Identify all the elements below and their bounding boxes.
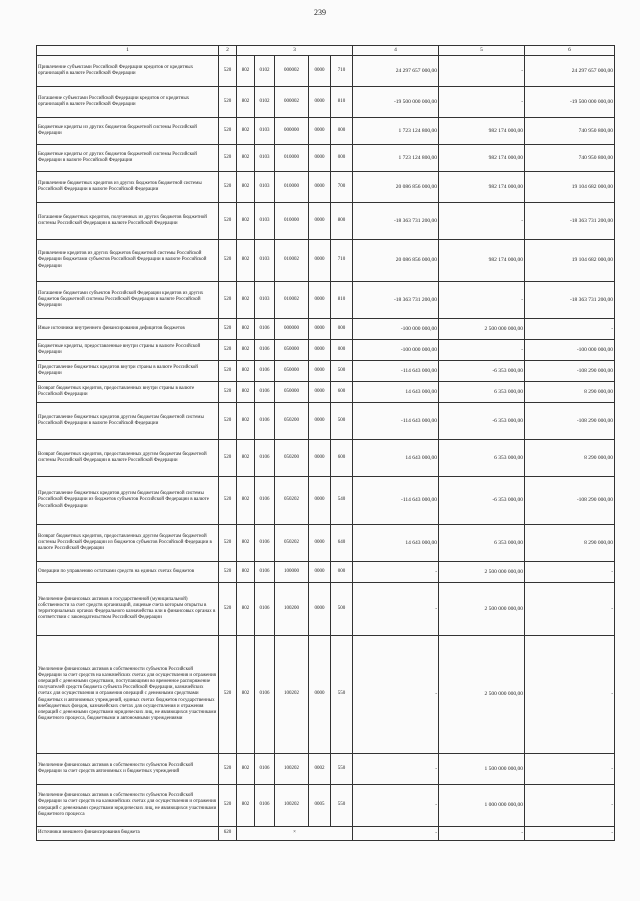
approved-amount: 14 643 000,00 xyxy=(353,382,439,403)
admin-code: 620 xyxy=(219,827,237,841)
executed-amount: - xyxy=(439,827,525,841)
unexecuted-amount: -18 363 731 200,00 xyxy=(525,203,615,240)
chapter-code: 802 xyxy=(237,562,255,583)
executed-amount: - xyxy=(439,56,525,87)
approved-amount: - xyxy=(353,562,439,583)
approved-amount: -18 363 731 200,00 xyxy=(353,282,439,319)
table-row xyxy=(37,340,615,361)
executed-amount: 2 500 000 000,00 xyxy=(439,319,525,340)
approved-amount: -100 000 000,00 xyxy=(353,319,439,340)
subtype-code: 0000 xyxy=(309,240,331,282)
column-header: 1 xyxy=(37,46,219,56)
row-name: Бюджетные кредиты от других бюджетов бюджетной системы Российской Федерации в валюте Российской Федерации xyxy=(37,145,219,172)
kosgu-code: 550 xyxy=(331,785,353,827)
row-name: Погашение бюджетных кредитов, полученных из других бюджетов бюджетной системы Российской Федерации в валюте Российской Федерации xyxy=(37,203,219,240)
executed-amount: - xyxy=(439,340,525,361)
kosgu-code: 700 xyxy=(331,172,353,203)
executed-amount: 6 353 000,00 xyxy=(439,440,525,477)
article-code: 050000 xyxy=(275,340,309,361)
chapter-code: 802 xyxy=(237,87,255,118)
article-code: 010002 xyxy=(275,240,309,282)
kosgu-code: 500 xyxy=(331,583,353,636)
admin-code: 520 xyxy=(219,477,237,525)
column-header: 2 xyxy=(219,46,237,56)
article-code: 100202 xyxy=(275,754,309,785)
subtype-code: 0000 xyxy=(309,636,331,754)
subtype-code: 0000 xyxy=(309,56,331,87)
table-row xyxy=(37,562,615,583)
table-row xyxy=(37,636,615,754)
table-row xyxy=(37,282,615,319)
kosgu-code: 600 xyxy=(331,382,353,403)
article-code: 000002 xyxy=(275,87,309,118)
row-name: Операции по управлению остатками средств на единых счетах бюджетов xyxy=(37,562,219,583)
unexecuted-amount: -19 500 000 000,00 xyxy=(525,87,615,118)
unexecuted-amount: -108 290 000,00 xyxy=(525,477,615,525)
executed-amount: - xyxy=(439,87,525,118)
chapter-code: 802 xyxy=(237,56,255,87)
unexecuted-amount: -108 290 000,00 xyxy=(525,403,615,440)
executed-amount: -6 353 000,00 xyxy=(439,477,525,525)
subtype-code: 0000 xyxy=(309,361,331,382)
row-name: Привлечение бюджетных кредитов из других бюджетов бюджетной системы Российской Федерации в валюте Российской Федерации xyxy=(37,172,219,203)
kosgu-code: 810 xyxy=(331,87,353,118)
subtype-code: 0000 xyxy=(309,87,331,118)
unexecuted-amount: - xyxy=(525,636,615,754)
row-name: Возврат бюджетных кредитов, предоставленных другим бюджетам бюджетной системы Российской Федерации в валюте Российской Федерации xyxy=(37,440,219,477)
admin-code: 520 xyxy=(219,56,237,87)
executed-amount: -6 353 000,00 xyxy=(439,403,525,440)
table-row xyxy=(37,785,615,827)
article-code: 010002 xyxy=(275,282,309,319)
row-name: Иные источники внутреннего финансирования дефицитов бюджетов xyxy=(37,319,219,340)
subtype-code: 0000 xyxy=(309,118,331,145)
group-code: 0102 xyxy=(255,87,275,118)
kosgu-code: 540 xyxy=(331,477,353,525)
subtype-code: 0000 xyxy=(309,382,331,403)
row-name: Увеличение финансовых активов в собственности субъектов Российской Федерации за счет средств автономных и бюджетных учреждений xyxy=(37,754,219,785)
admin-code: 520 xyxy=(219,583,237,636)
approved-amount: 24 297 657 000,00 xyxy=(353,56,439,87)
approved-amount: - xyxy=(353,583,439,636)
group-code: 0103 xyxy=(255,282,275,319)
chapter-code: 802 xyxy=(237,477,255,525)
budget-sources-table xyxy=(36,45,615,841)
subtype-code: 0005 xyxy=(309,785,331,827)
admin-code: 520 xyxy=(219,636,237,754)
admin-code: 520 xyxy=(219,562,237,583)
row-name: Предоставление бюджетных кредитов внутри страны в валюте Российской Федерации xyxy=(37,361,219,382)
article-code: 050202 xyxy=(275,477,309,525)
group-code: 0106 xyxy=(255,403,275,440)
group-code: 0106 xyxy=(255,361,275,382)
subtype-code: 0000 xyxy=(309,282,331,319)
unexecuted-amount: 24 297 657 000,00 xyxy=(525,56,615,87)
chapter-code: 802 xyxy=(237,403,255,440)
row-name: Увеличение финансовых активов в собственности субъектов Российской Федерации за счет средств на казначейских счетах для осуществления и отражения операций с денежными средствами юридических лиц, не являющихся участниками бюджетного процесса xyxy=(37,785,219,827)
chapter-code: 802 xyxy=(237,145,255,172)
kosgu-code: 710 xyxy=(331,56,353,87)
subtype-code: 0000 xyxy=(309,583,331,636)
admin-code: 520 xyxy=(219,145,237,172)
chapter-code: 802 xyxy=(237,172,255,203)
admin-code: 520 xyxy=(219,754,237,785)
subtype-code: 0000 xyxy=(309,403,331,440)
table-row xyxy=(37,361,615,382)
unexecuted-amount: 8 290 000,00 xyxy=(525,525,615,562)
kosgu-code: 000 xyxy=(331,340,353,361)
table-row xyxy=(37,754,615,785)
chapter-code: 802 xyxy=(237,319,255,340)
row-name: Погашение субъектами Российской Федерации кредитов от кредитных организаций в валюте Российской Федерации xyxy=(37,87,219,118)
unexecuted-amount: 8 290 000,00 xyxy=(525,440,615,477)
unexecuted-amount: -108 290 000,00 xyxy=(525,361,615,382)
executed-amount: 982 174 000,00 xyxy=(439,172,525,203)
chapter-code: 802 xyxy=(237,440,255,477)
article-code: 050202 xyxy=(275,525,309,562)
article-code: 100202 xyxy=(275,785,309,827)
chapter-code: 802 xyxy=(237,203,255,240)
row-name: Погашение бюджетами субъектов Российской Федерации кредитов из других бюджетов бюджетной системы Российской Федерации в валюте Российской Федерации xyxy=(37,282,219,319)
table-row xyxy=(37,440,615,477)
approved-amount: 14 643 000,00 xyxy=(353,525,439,562)
chapter-code: 802 xyxy=(237,340,255,361)
group-code: 0103 xyxy=(255,118,275,145)
row-name: Бюджетные кредиты, предоставленные внутри страны в валюте Российской Федерации xyxy=(37,340,219,361)
admin-code: 520 xyxy=(219,240,237,282)
group-code: 0106 xyxy=(255,583,275,636)
table-row xyxy=(37,382,615,403)
row-name: Привлечение кредитов из других бюджетов бюджетной системы Российской Федерации бюджетами субъектов Российской Федерации в валюте Российской Федерации xyxy=(37,240,219,282)
unexecuted-amount: -18 363 731 200,00 xyxy=(525,282,615,319)
kosgu-code: 000 xyxy=(331,145,353,172)
group-code: 0106 xyxy=(255,754,275,785)
approved-amount: - xyxy=(353,754,439,785)
group-code: 0106 xyxy=(255,562,275,583)
article-code: 050000 xyxy=(275,382,309,403)
unexecuted-amount: 740 950 800,00 xyxy=(525,118,615,145)
article-code: 050200 xyxy=(275,403,309,440)
executed-amount: 982 174 000,00 xyxy=(439,240,525,282)
admin-code: 520 xyxy=(219,340,237,361)
admin-code: 520 xyxy=(219,87,237,118)
table-row xyxy=(37,319,615,340)
article-code: 000002 xyxy=(275,56,309,87)
group-code: 0103 xyxy=(255,203,275,240)
kosgu-code: 710 xyxy=(331,240,353,282)
group-code: 0106 xyxy=(255,340,275,361)
executed-amount: -6 353 000,00 xyxy=(439,361,525,382)
executed-amount: 6 353 000,00 xyxy=(439,382,525,403)
executed-amount: 982 174 000,00 xyxy=(439,118,525,145)
article-code: 050200 xyxy=(275,440,309,477)
unexecuted-amount: - xyxy=(525,785,615,827)
chapter-code: 802 xyxy=(237,240,255,282)
table-row xyxy=(37,477,615,525)
row-name: Увеличение финансовых активов в государственной (муниципальной) собственности за счет средств организаций, лицевые счета которым открыты в территориальных органах Федерального казначейства или в финансовых органах в соответствии с законодательством Российской Федерации xyxy=(37,583,219,636)
column-number-row xyxy=(37,46,615,56)
group-code: 0106 xyxy=(255,477,275,525)
group-code: 0106 xyxy=(255,636,275,754)
group-code: 0106 xyxy=(255,440,275,477)
subtype-code: 0000 xyxy=(309,440,331,477)
approved-amount: 20 086 856 000,00 xyxy=(353,172,439,203)
table-row xyxy=(37,240,615,282)
article-code: 000000 xyxy=(275,319,309,340)
subtype-code: 0000 xyxy=(309,145,331,172)
article-code: 010000 xyxy=(275,203,309,240)
admin-code: 520 xyxy=(219,525,237,562)
approved-amount: - xyxy=(353,827,439,841)
article-code: 010000 xyxy=(275,172,309,203)
row-name: Предоставление бюджетных кредитов другим бюджетам бюджетной системы Российской Федерации из бюджетов субъектов Российской Федерации в валюте Российской Федерации xyxy=(37,477,219,525)
group-code: 0106 xyxy=(255,525,275,562)
article-code: 000000 xyxy=(275,118,309,145)
group-code: 0106 xyxy=(255,319,275,340)
admin-code: 520 xyxy=(219,403,237,440)
admin-code: 520 xyxy=(219,382,237,403)
kosgu-code: 550 xyxy=(331,754,353,785)
table-row xyxy=(37,145,615,172)
approved-amount: -114 643 000,00 xyxy=(353,477,439,525)
column-header: 6 xyxy=(525,46,615,56)
subtype-code: 0000 xyxy=(309,172,331,203)
subtype-code: 0000 xyxy=(309,477,331,525)
executed-amount: 6 353 000,00 xyxy=(439,525,525,562)
subtype-code: 0000 xyxy=(309,319,331,340)
executed-amount: - xyxy=(439,203,525,240)
executed-amount: 2 500 000 000,00 xyxy=(439,636,525,754)
approved-amount: 20 086 856 000,00 xyxy=(353,240,439,282)
article-code: 100202 xyxy=(275,636,309,754)
subtype-code: 0000 xyxy=(309,525,331,562)
admin-code: 520 xyxy=(219,282,237,319)
row-name: Предоставление бюджетных кредитов другим бюджетам бюджетной системы Российской Федерации в валюте Российской Федерации xyxy=(37,403,219,440)
kosgu-code: 600 xyxy=(331,440,353,477)
table-row xyxy=(37,403,615,440)
group-code: 0102 xyxy=(255,56,275,87)
kosgu-code: 550 xyxy=(331,636,353,754)
chapter-code: 802 xyxy=(237,754,255,785)
approved-amount: -19 500 000 000,00 xyxy=(353,87,439,118)
column-header: 3 xyxy=(237,46,353,56)
unexecuted-amount: - xyxy=(525,827,615,841)
table-row xyxy=(37,583,615,636)
group-code: 0103 xyxy=(255,172,275,203)
executed-amount: 2 500 000 000,00 xyxy=(439,562,525,583)
unexecuted-amount: - xyxy=(525,562,615,583)
chapter-code: 802 xyxy=(237,583,255,636)
article-code: 100000 xyxy=(275,562,309,583)
page-number: 239 xyxy=(314,8,326,17)
row-name: Привлечение субъектами Российской Федерации кредитов от кредитных организаций в валюте Российской Федерации xyxy=(37,56,219,87)
article-code: 100200 xyxy=(275,583,309,636)
approved-amount: - xyxy=(353,785,439,827)
kosgu-code: 800 xyxy=(331,203,353,240)
unexecuted-amount: 19 104 682 000,00 xyxy=(525,240,615,282)
subtype-code: 0000 xyxy=(309,203,331,240)
executed-amount: 1 500 000 000,00 xyxy=(439,754,525,785)
kosgu-code: 810 xyxy=(331,282,353,319)
unexecuted-amount: - xyxy=(525,754,615,785)
approved-amount: 1 723 124 800,00 xyxy=(353,145,439,172)
article-code: 050000 xyxy=(275,361,309,382)
executed-amount: - xyxy=(439,282,525,319)
kosgu-code: 500 xyxy=(331,361,353,382)
chapter-code: 802 xyxy=(237,282,255,319)
unexecuted-amount: - xyxy=(525,319,615,340)
unexecuted-amount: - xyxy=(525,583,615,636)
unexecuted-amount: -100 000 000,00 xyxy=(525,340,615,361)
executed-amount: 982 174 000,00 xyxy=(439,145,525,172)
group-code: 0106 xyxy=(255,785,275,827)
admin-code: 520 xyxy=(219,785,237,827)
group-code: 0103 xyxy=(255,145,275,172)
chapter-code: 802 xyxy=(237,525,255,562)
kosgu-code: 000 xyxy=(331,118,353,145)
row-name: Возврат бюджетных кредитов, предоставленных другим бюджетам бюджетной системы Российской Федерации из бюджетов субъектов Российской Федерации в валюте Российской Федерации xyxy=(37,525,219,562)
chapter-code: 802 xyxy=(237,785,255,827)
group-code: 0106 xyxy=(255,382,275,403)
article-code: 010000 xyxy=(275,145,309,172)
subtype-code: 0000 xyxy=(309,562,331,583)
row-name: Возврат бюджетных кредитов, предоставленных внутри страны в валюте Российской Федерации xyxy=(37,382,219,403)
unexecuted-amount: 8 290 000,00 xyxy=(525,382,615,403)
approved-amount: 1 723 124 800,00 xyxy=(353,118,439,145)
approved-amount: -114 643 000,00 xyxy=(353,361,439,382)
chapter-code: 802 xyxy=(237,361,255,382)
column-header: 4 xyxy=(353,46,439,56)
kosgu-code: 000 xyxy=(331,319,353,340)
unexecuted-amount: 19 104 682 000,00 xyxy=(525,172,615,203)
subtype-code: 0000 xyxy=(309,340,331,361)
column-header: 5 xyxy=(439,46,525,56)
approved-amount: -18 363 731 200,00 xyxy=(353,203,439,240)
table-row xyxy=(37,56,615,87)
kosgu-code: 500 xyxy=(331,403,353,440)
admin-code: 520 xyxy=(219,118,237,145)
table-row xyxy=(37,525,615,562)
executed-amount: 2 500 000 000,00 xyxy=(439,583,525,636)
row-name: Источники внешнего финансирования бюджета xyxy=(37,827,219,841)
row-name: Бюджетные кредиты из других бюджетов бюджетной системы Российской Федерации xyxy=(37,118,219,145)
code-cross: × xyxy=(237,827,353,841)
approved-amount: 14 643 000,00 xyxy=(353,440,439,477)
table-row xyxy=(37,118,615,145)
executed-amount: 1 000 000 000,00 xyxy=(439,785,525,827)
row-name: Увеличение финансовых активов в собственности субъектов Российской Федерации за счет средств на казначейских счетах для осуществления и отражения операций с денежными средствами, поступающими во временное распоряжение получателей средств бюджета субъекта Российской Федерации, казначейских счетах для осуществления и отражения операций с денежными средствами бюджетных и автономных учреждений, единых счетах бюджетов государственных внебюджетных фондов, казначейских счетах для осуществления и отражения операций с денежными средствами юридических лиц, не являющихся участниками бюджетного процесса, бюджетными и автономными учреждениями xyxy=(37,636,219,754)
admin-code: 520 xyxy=(219,203,237,240)
table-row xyxy=(37,203,615,240)
table-row xyxy=(37,87,615,118)
table-row xyxy=(37,172,615,203)
kosgu-code: 000 xyxy=(331,562,353,583)
approved-amount: - xyxy=(353,636,439,754)
unexecuted-amount: 740 950 800,00 xyxy=(525,145,615,172)
kosgu-code: 640 xyxy=(331,525,353,562)
chapter-code: 802 xyxy=(237,636,255,754)
group-code: 0103 xyxy=(255,240,275,282)
admin-code: 520 xyxy=(219,172,237,203)
subtype-code: 0002 xyxy=(309,754,331,785)
approved-amount: -114 643 000,00 xyxy=(353,403,439,440)
admin-code: 520 xyxy=(219,319,237,340)
approved-amount: -100 000 000,00 xyxy=(353,340,439,361)
admin-code: 520 xyxy=(219,361,237,382)
chapter-code: 802 xyxy=(237,118,255,145)
table-row-total xyxy=(37,827,615,841)
chapter-code: 802 xyxy=(237,382,255,403)
admin-code: 520 xyxy=(219,440,237,477)
